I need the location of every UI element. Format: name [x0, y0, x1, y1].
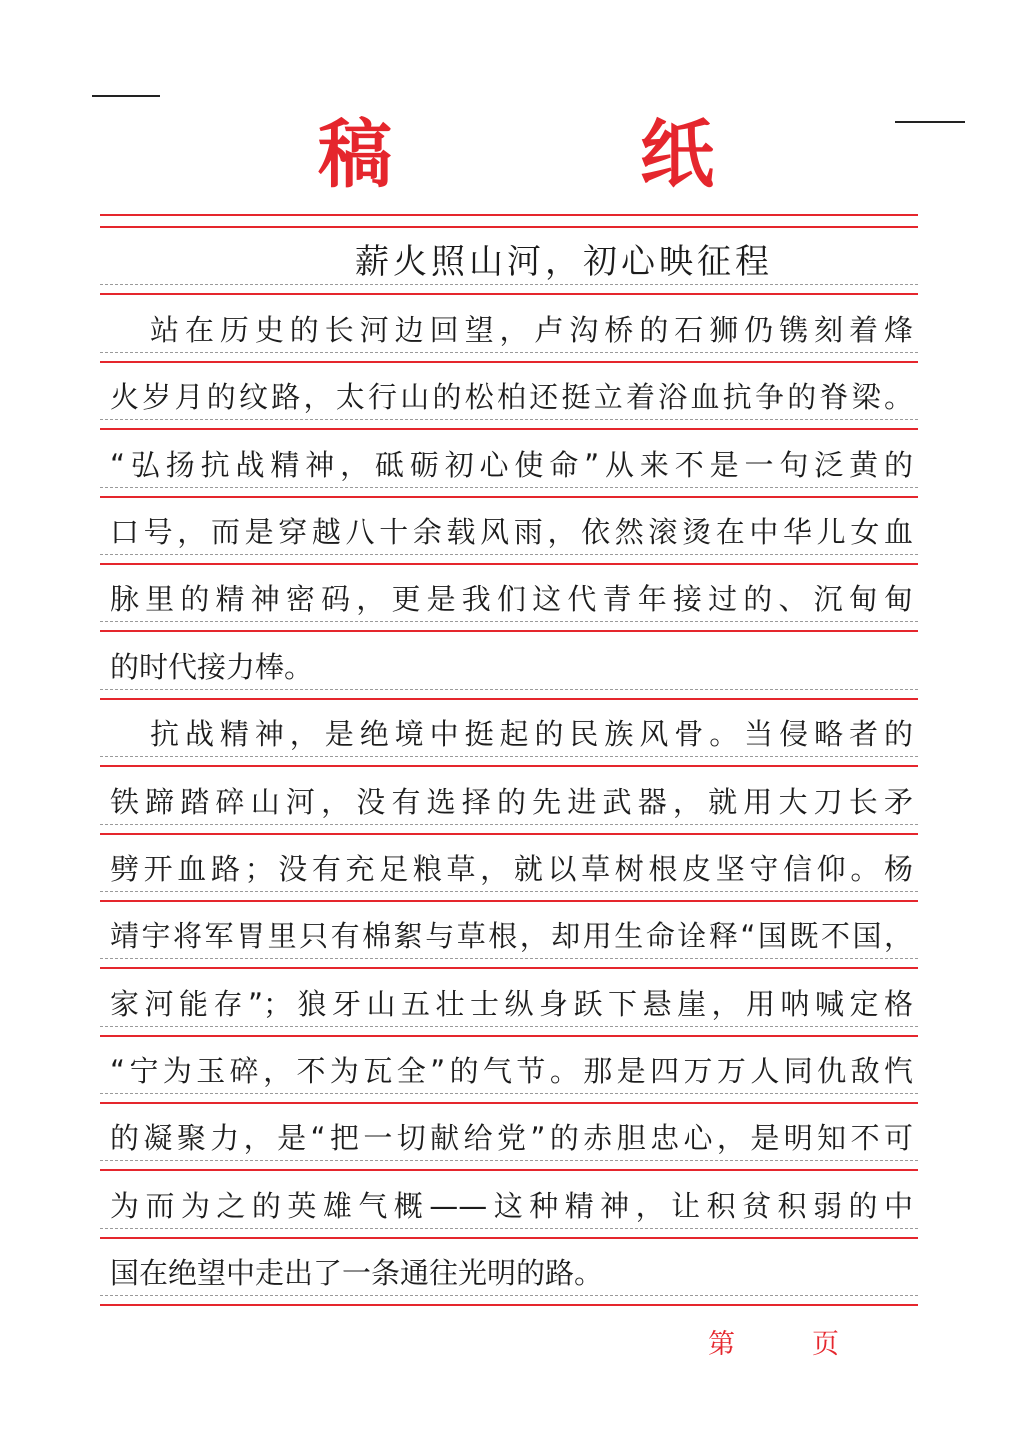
ruled-row [100, 835, 918, 902]
crop-mark-right [895, 121, 965, 123]
ruled-row [100, 1104, 918, 1171]
ruled-row [100, 228, 918, 295]
ruled-row [100, 498, 918, 565]
ruled-row [100, 767, 918, 834]
manuscript-line: 劈开血路；没有充足粮草，就以草树根皮坚守信仰。杨 [110, 851, 913, 886]
ruled-row [100, 295, 918, 362]
crop-mark-left [92, 95, 160, 97]
ruled-row [100, 1037, 918, 1104]
manuscript-line: 脉里的精神密码，更是我们这代青年接过的、沉甸甸 [110, 582, 913, 617]
ruled-row [100, 565, 918, 632]
manuscript-line: 火岁月的纹路，太行山的松柏还挺立着浴血抗争的脊梁。 [110, 380, 913, 415]
ruled-sheet [100, 228, 918, 1306]
paper-title-char-1: 稿 [318, 112, 392, 198]
manuscript-line: 国在绝望中走出了一条通往光明的路。 [110, 1256, 604, 1291]
ruled-row [100, 1239, 918, 1306]
manuscript-line: “弘扬抗战精神，砥砺初心使命”从来不是一句泛黄的 [110, 447, 913, 482]
essay-title: 薪火照山河，初心映征程 [355, 242, 773, 283]
ruled-row [100, 363, 918, 430]
ruled-row [100, 700, 918, 767]
manuscript-line: 靖宇将军胃里只有棉絮与草根，却用生命诠释“国既不国， [110, 919, 913, 954]
ruled-row [100, 969, 918, 1036]
top-double-rule [100, 214, 918, 228]
manuscript-line: 抗战精神，是绝境中挺起的民族风骨。当侵略者的 [150, 717, 913, 752]
ruled-row [100, 632, 918, 699]
manuscript-line: “宁为玉碎，不为瓦全”的气节。那是四万万人同仇敌忾 [110, 1054, 913, 1089]
manuscript-line: 口号，而是穿越八十余载风雨，依然滚烫在中华儿女血 [110, 514, 913, 549]
manuscript-line: 家河能存”；狼牙山五壮士纵身跃下悬崖，用呐喊定格 [110, 986, 913, 1021]
manuscript-line: 铁蹄踏碎山河，没有选择的先进武器，就用大刀长矛 [110, 784, 913, 819]
paper-title-char-2: 纸 [640, 112, 714, 198]
ruled-row [100, 902, 918, 969]
page-label-suffix: 页 [812, 1329, 839, 1360]
manuscript-line: 站在历史的长河边回望，卢沟桥的石狮仍镌刻着烽 [150, 312, 913, 347]
page-label-prefix: 第 [708, 1329, 735, 1360]
ruled-row [100, 430, 918, 497]
manuscript-line: 的时代接力棒。 [110, 649, 314, 684]
manuscript-line: 为而为之的英雄气概——这种精神，让积贫积弱的中 [110, 1188, 913, 1223]
ruled-row [100, 1171, 918, 1238]
manuscript-line: 的凝聚力，是“把一切献给党”的赤胆忠心，是明知不可 [110, 1121, 913, 1156]
